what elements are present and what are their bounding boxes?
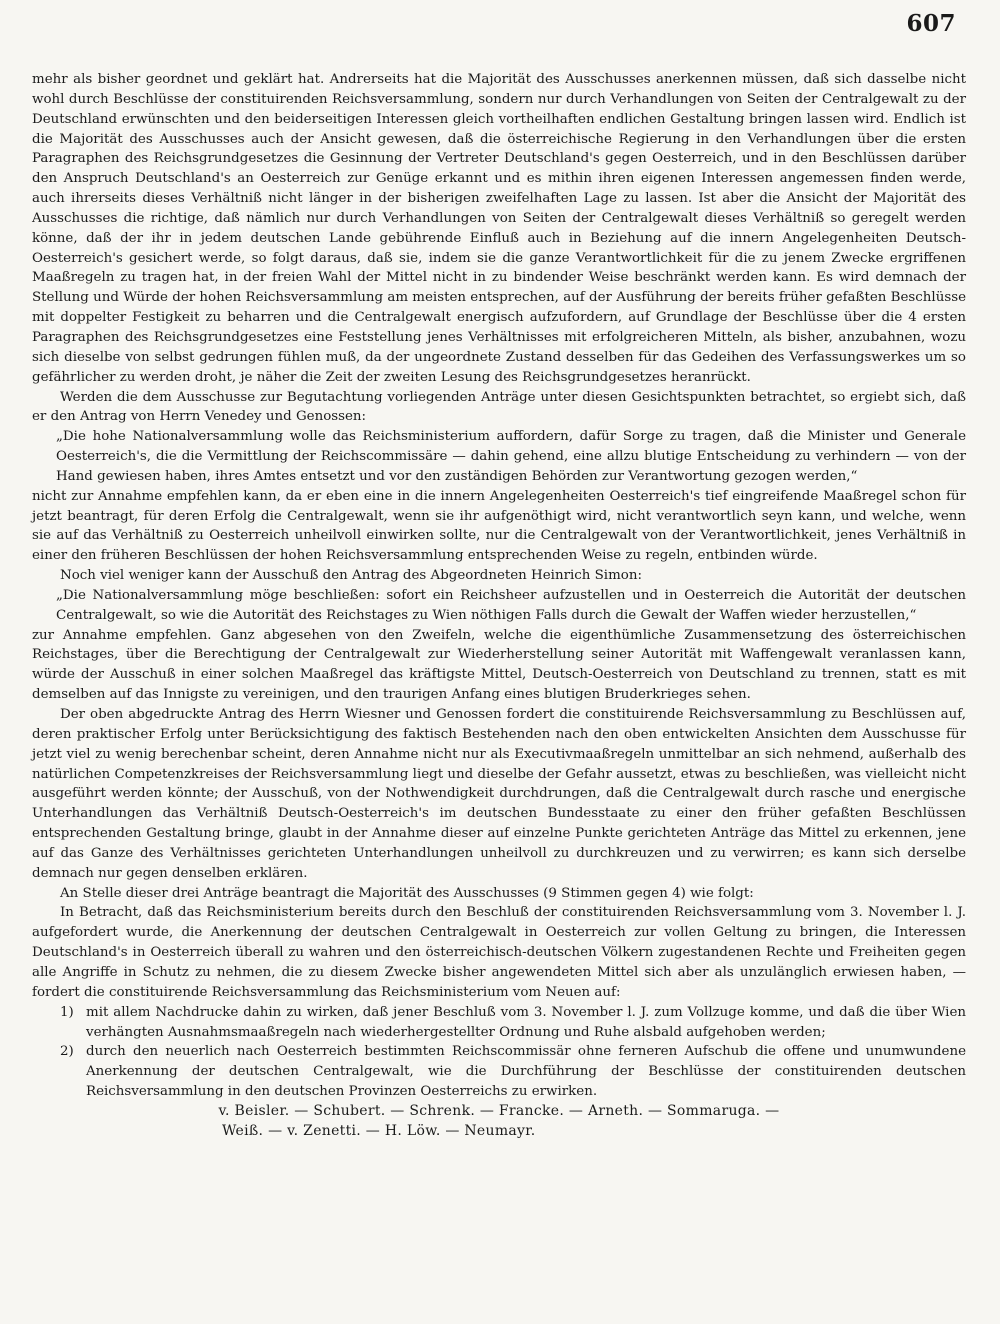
quoted-motion: „Die hohe Nationalversammlung wolle das Reichsministerium auffordern, dafür Sorge zu tragen, daß die Minister und Generale Oesterreich's, die die Vermittlung der Reichscommissäre — dahin gehend, eine allzu blutige Entscheidung zu verhindern — von der Hand gewiesen haben, ihres Amtes entsetzt und vor den zuständigen Behörden zur Verantwortung gezogen werden,“ [56,429,966,484]
enumeration-text: durch den neuerlich nach Oesterreich bestimmten Reichscommissär ohne ferneren Aufschub die offene und unumwundene Anerkennung der deutschen Centralgewalt, wie die Durchführung der Beschlüsse der constituirenden deutschen Reichsversammlung in den deutschen Provinzen Oesterreichs zu erwirken. [86,1044,966,1100]
enumeration-text: mit allem Nachdrucke dahin zu wirken, daß jener Beschluß vom 3. November l. J. zum Vollzuge komme, und daß die über Wien verhängten Ausnahmsmaaßregeln nach wiederhergestellter Ordnung und Ruhe alsbald aufgehoben werden; [86,1004,966,1040]
paragraph: In Betracht, daß das Reichsministerium bereits durch den Beschluß der constituirenden Reichsversammlung vom 3. November l. J. aufgefordert wurde, die Anerkennung der deutschen Centralgewalt in Oesterreich zur vollen Geltung zu bringen, die Interessen Deutschland's in Oesterreich überall zu wahren und den österreichisch-deutschen Völkern zugestandenen Rechte und Freiheiten gegen alle Angriffe in Schutz zu nehmen, die zu diesem Zwecke bisher angewendeten Mittel sich aber als unzulänglich erwiesen haben, — fordert die constituirende Reichsversammlung das Reichsministerium vom Neuen auf: [32,905,966,1000]
enumeration-item [32,1003,966,1043]
signature-line: Weiß. — v. Zenetti. — H. Löw. — Neumayr. [222,1122,536,1139]
paragraph: An Stelle dieser drei Anträge beantragt die Majorität des Ausschusses (9 Stimmen gegen 4) wie folgt: [60,885,754,901]
paragraph: nicht zur Annahme empfehlen kann, da er eben eine in die innern Angelegenheiten Oesterreich's tief eingreifende Maaßregel schon für jetzt beantragt, für deren Erfolg die Centralgewalt, wenn sie ihr aufgenöthigt wird, nicht verantwortlich seyn kann, und welche, wenn sie auf das Verhältniß zu Oesterreich unheilvoll einwirken sollte, nur die Centralgewalt von der Verantwortlichkeit, jenes Verhältniß in einer den früheren Beschlüssen der hohen Reichsversammlung entsprechenden Weise zu regeln, entbinden würde. [32,488,966,564]
quoted-motion: „Die Nationalversammlung möge beschließen: sofort ein Reichsheer aufzustellen und in Oesterreich die Autorität der deutschen Centralgewalt, so wie die Autorität des Reichstages zu Wien nöthigen Falls durch die Gewalt der Waffen wieder herzustellen,“ [56,587,966,623]
body-text [32,70,966,1142]
paragraph: Der oben abgedruckte Antrag des Herrn Wiesner und Genossen fordert die constituirende Reichsversammlung zu Beschlüssen auf, deren praktischer Erfolg unter Berücksichtigung des faktisch Bestehenden nach den oben entwickelten Ansichten dem Ausschusse für jetzt viel zu wenig berechenbar scheint, deren Annahme nicht nur als Executivmaaßregeln unmittelbar an sich nehmend, außerhalb des natürlichen Competenzkreises der Reichsversammlung liegt und dieselbe der Gefahr aussetzt, etwas zu beschließen, was vielleicht nicht ausgeführt werden könnte; der Ausschuß, von der Nothwendigkeit durchdrungen, daß die Centralgewalt durch rasche und energische Unterhandlungen das Verhältniß Deutsch-Oesterreich's im deutschen Bundesstaate zu einer den früher gefaßten Beschlüssen entsprechenden Gestaltung bringe, glaubt in der Annahme dieser auf einzelne Punkte gerichteten Anträge das Mittel zu erkennen, jene auf das Ganze des Verhältnisses gerichteten Unterhandlungen unheilvoll zu durchkreuzen und zu verwirren; es kann sich derselbe demnach nur gegen denselben erklären. [32,707,966,881]
paragraph: Noch viel weniger kann der Ausschuß den Antrag des Abgeordneten Heinrich Simon: [60,568,642,584]
paragraph: mehr als bisher geordnet und geklärt hat. Andrerseits hat die Majorität des Ausschusses anerkennen müssen, daß sich dasselbe nicht wohl durch Beschlüsse der constituirenden Reichsversammlung, sondern nur durch Verhandlungen von Seiten der Centralgewalt zu der Deutschland erwünschten und den beiderseitigen Interessen gleich vortheilhaften endlichen Gestaltung bringen lassen wird. Endlich ist die Majorität des Ausschusses auch der Ansicht gewesen, daß die österreichische Regierung in den Verhandlungen über die ersten Paragraphen des Reichsgrundgesetzes die Gesinnung der Vertreter Deutschland's gegen Oesterreich, und in den Beschlüssen darüber den Anspruch Deutschland's an Oesterreich zur Genüge erkannt und es mithin ihren eigenen Interessen angemessen finden werde, auch ihrerseits dieses Verhältniß nicht länger in der bisherigen zweifelhaften Lage zu lassen. Ist aber die Ansicht der Majorität des Ausschusses die richtige, daß nämlich nur durch Verhandlungen von Seiten der Centralgewalt dieses Verhältniß so geregelt werden könne, daß der ihr in jedem deutschen Lande gebührende Einfluß auch in Beziehung auf die innern Angelegenheiten Deutsch-Oesterreich's gesichert werde, so folgt daraus, daß sie, indem sie die ganze Verantwortlichkeit für die zu jenem Zwecke ergriffenen Maaßregeln zu tragen hat, in der freien Wahl der Mittel nicht in zu bindender Weise beschränkt werden kann. Es wird demnach der Stellung und Würde der hohen Reichsversammlung am meisten entsprechen, auf der Ausführung der bereits früher gefaßten Beschlüsse mit doppelter Festigkeit zu beharren und die Centralgewalt energisch aufzufordern, auf Grundlage der Beschlüsse über die 4 ersten Paragraphen des Reichsgrundgesetzes eine Feststellung jenes Verhältnisses mit erfolgreicheren Mitteln, als bisher, anzubahnen, wozu sich dieselbe von selbst gedrungen fühlen muß, da der ungeordnete Zustand desselben für das Gedeihen des Verfassungswerkes um so gefährlicher zu werden droht, je näher die Zeit der zweiten Lesung des Reichsgrundgesetzes heranrückt. [32,72,966,385]
paragraph: zur Annahme empfehlen. Ganz abgesehen von den Zweifeln, welche die eigenthümliche Zusammensetzung des österreichischen Reichstages, über die Berechtigung der Centralgewalt zur Wiederherstellung seiner Autorität mit Waffengewalt veranlassen kann, würde der Ausschuß in einer solchen Maaßregel das kräftigste Mittel, Deutsch-Oesterreich von Deutschland zu trennen, statt es mit demselben auf das Innigste zu vereinigen, und den traurigen Anfang eines blutigen Bruderkrieges sehen. [32,627,966,703]
paragraph: Werden die dem Ausschusse zur Begutachtung vorliegenden Anträge unter diesen Gesichtspunkten betrachtet, so ergiebt sich, daß er den Antrag von Herrn Venedey und Genossen: [32,389,966,425]
page-number: 607 [906,10,956,37]
enumeration-item [32,1042,966,1102]
enumeration-number: 1) [60,1004,74,1020]
signature-line: v. Beisler. — Schubert. — Schrenk. — Francke. — Arneth. — Sommaruga. — [218,1102,780,1119]
enumeration-number: 2) [60,1044,74,1060]
